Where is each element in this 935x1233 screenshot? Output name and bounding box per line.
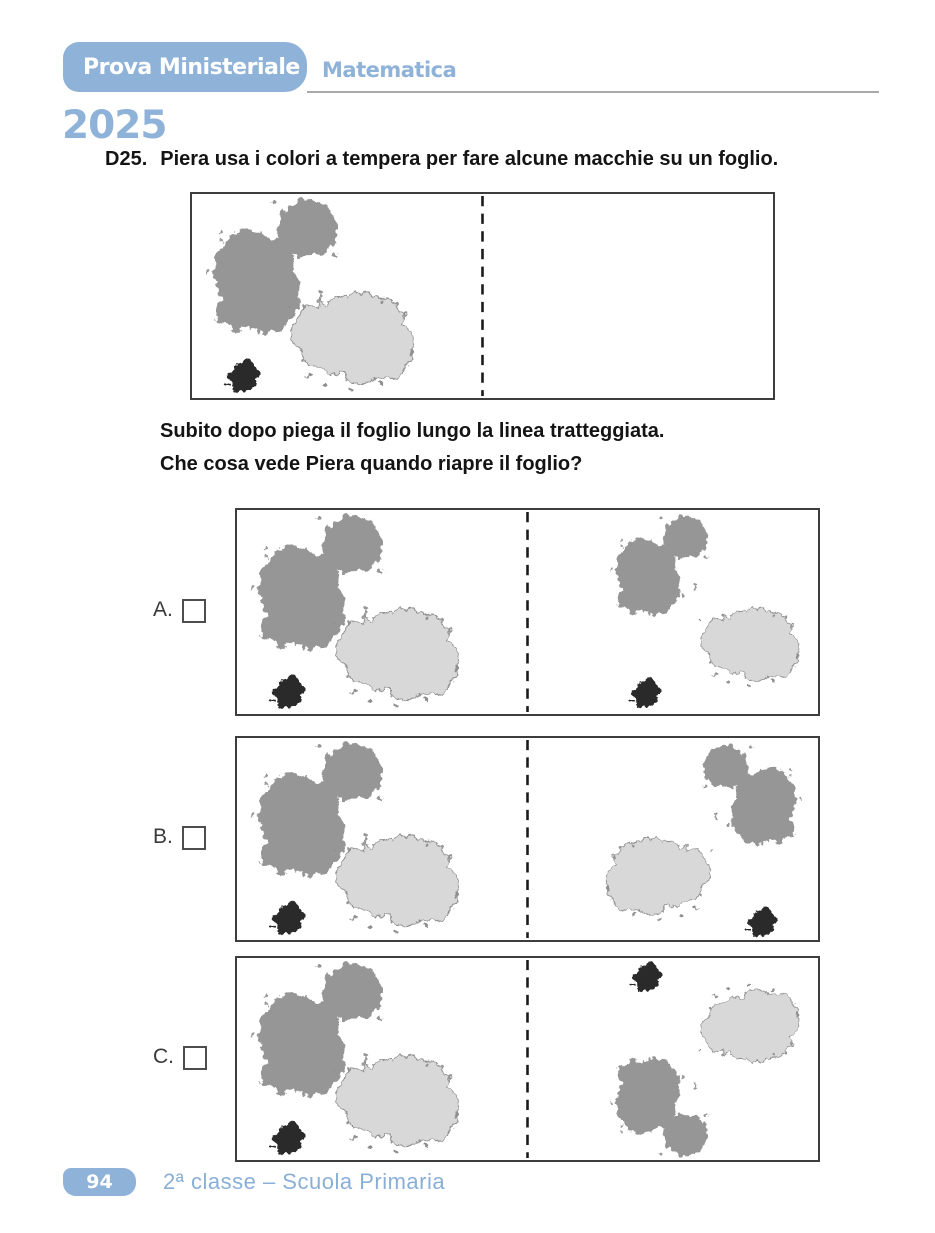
option-c-figure <box>235 956 820 1162</box>
option-b-label-group <box>153 824 206 850</box>
dark-blot <box>702 746 809 855</box>
option-b-figure <box>235 736 820 942</box>
header-divider <box>307 91 879 93</box>
subject-title: Matematica <box>322 58 457 82</box>
question-line <box>105 148 778 171</box>
dot-blot <box>272 903 302 934</box>
light-blot <box>288 292 415 390</box>
dot-blot <box>272 1123 302 1154</box>
light-blot <box>698 985 799 1063</box>
light-blot <box>606 838 714 920</box>
dark-blot <box>604 516 710 624</box>
followup-line-1: Subito dopo piega il foglio lungo la linea tratteggiata. <box>160 420 665 442</box>
option-a-label-group <box>153 597 206 623</box>
question-number: D25. <box>105 148 148 170</box>
page-number-badge: 94 <box>63 1168 136 1196</box>
option-a-figure <box>235 508 820 716</box>
dot-blot <box>631 679 658 707</box>
option-a-checkbox[interactable] <box>182 599 206 623</box>
footer-class-label: 2ª classe – Scuola Primaria <box>163 1169 446 1194</box>
dot-blot <box>272 677 302 708</box>
stimulus-figure <box>190 192 775 400</box>
dot-blot <box>748 909 775 937</box>
option-c-checkbox[interactable] <box>183 1046 207 1070</box>
edition-year: 2025 <box>62 103 167 148</box>
series-tab-label: Prova Ministeriale <box>83 54 300 80</box>
question-text: Piera usa i colori a tempera per fare alcune macchie su un foglio. <box>160 148 779 170</box>
dot-blot <box>632 963 659 991</box>
followup-line-2: Che cosa vede Piera quando riapre il foglio? <box>160 453 583 475</box>
light-blot <box>698 608 799 686</box>
option-c-letter: C. <box>153 1045 174 1068</box>
light-blot <box>333 1055 460 1152</box>
light-blot <box>333 835 460 932</box>
option-c-label-group <box>153 1044 207 1070</box>
option-b-letter: B. <box>153 825 173 848</box>
option-b-checkbox[interactable] <box>182 826 206 850</box>
dark-blot <box>604 1048 710 1155</box>
dot-blot <box>227 361 257 392</box>
light-blot <box>333 608 460 706</box>
option-a-letter: A. <box>153 598 173 621</box>
series-tab <box>63 42 307 92</box>
